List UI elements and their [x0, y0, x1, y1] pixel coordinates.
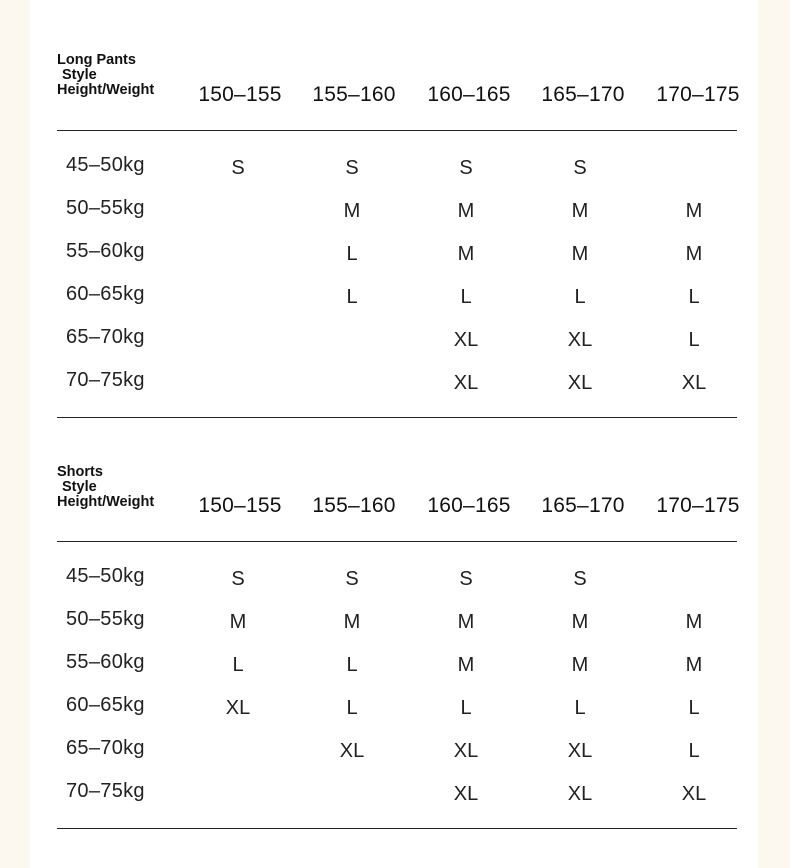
size-cell: M — [571, 200, 589, 222]
weight-label: 45–50kg — [66, 154, 145, 176]
weight-label: 70–75kg — [66, 780, 145, 802]
size-cell: XL — [453, 740, 479, 762]
size-cell: M — [685, 654, 703, 676]
size-cell: XL — [339, 740, 365, 762]
weight-label: 65–70kg — [66, 737, 145, 759]
size-cell: S — [459, 157, 473, 179]
size-cell: M — [571, 611, 589, 633]
size-cell: XL — [567, 372, 593, 394]
table-bottom-divider — [57, 417, 737, 418]
height-header: 150–155 — [198, 494, 282, 517]
weight-label: 65–70kg — [66, 326, 145, 348]
size-chart-sheet — [30, 0, 758, 868]
size-cell: XL — [567, 740, 593, 762]
size-cell: L — [346, 654, 358, 676]
size-cell: XL — [567, 783, 593, 805]
size-cell: M — [457, 200, 475, 222]
size-cell: M — [571, 654, 589, 676]
size-cell: L — [460, 697, 472, 719]
height-header: 160–165 — [427, 494, 511, 517]
weight-label: 60–65kg — [66, 283, 145, 305]
table-corner-label — [57, 53, 154, 98]
size-cell: L — [346, 243, 358, 265]
size-cell: S — [345, 568, 359, 590]
height-header: 155–160 — [312, 83, 396, 106]
size-cell: L — [574, 286, 586, 308]
size-cell: S — [459, 568, 473, 590]
header-divider — [57, 130, 737, 131]
style-name: Long Pants — [57, 52, 136, 68]
height-header: 160–165 — [427, 83, 511, 106]
height-header: 170–175 — [656, 494, 740, 517]
size-cell: S — [231, 157, 245, 179]
size-cell: L — [688, 286, 700, 308]
weight-label: 50–55kg — [66, 197, 145, 219]
height-header: 155–160 — [312, 494, 396, 517]
style-label: Style — [62, 479, 97, 495]
size-cell: L — [688, 697, 700, 719]
size-cell: S — [345, 157, 359, 179]
size-cell: XL — [453, 783, 479, 805]
weight-label: 60–65kg — [66, 694, 145, 716]
style-label: Style — [62, 67, 97, 83]
height-weight-label: Height/Weight — [57, 82, 155, 98]
height-header: 165–170 — [541, 494, 625, 517]
size-cell: L — [460, 286, 472, 308]
size-cell: M — [457, 654, 475, 676]
weight-label: 55–60kg — [66, 240, 145, 262]
size-cell: M — [571, 243, 589, 265]
header-divider — [57, 541, 737, 542]
size-cell: L — [346, 697, 358, 719]
table-bottom-divider — [57, 828, 737, 829]
height-header: 150–155 — [198, 83, 282, 106]
size-cell: M — [457, 243, 475, 265]
size-cell: M — [343, 200, 361, 222]
size-cell: M — [685, 200, 703, 222]
height-weight-label: Height/Weight — [57, 494, 155, 510]
height-header: 170–175 — [656, 83, 740, 106]
weight-label: 45–50kg — [66, 565, 145, 587]
size-cell: XL — [681, 783, 707, 805]
size-cell: L — [688, 329, 700, 351]
weight-label: 50–55kg — [66, 608, 145, 630]
size-cell: XL — [453, 329, 479, 351]
size-cell: L — [346, 286, 358, 308]
size-cell: M — [343, 611, 361, 633]
height-header: 165–170 — [541, 83, 625, 106]
size-cell: XL — [681, 372, 707, 394]
size-cell: XL — [567, 329, 593, 351]
weight-label: 70–75kg — [66, 369, 145, 391]
size-cell: L — [232, 654, 244, 676]
size-cell: L — [574, 697, 586, 719]
size-cell: M — [685, 611, 703, 633]
size-cell: L — [688, 740, 700, 762]
size-cell: S — [231, 568, 245, 590]
size-cell: XL — [225, 697, 251, 719]
size-cell: M — [457, 611, 475, 633]
size-cell: XL — [453, 372, 479, 394]
table-corner-label — [57, 465, 154, 510]
size-cell: S — [573, 568, 587, 590]
style-name: Shorts — [57, 464, 103, 480]
size-cell: S — [573, 157, 587, 179]
weight-label: 55–60kg — [66, 651, 145, 673]
size-cell: M — [685, 243, 703, 265]
size-cell: M — [229, 611, 247, 633]
